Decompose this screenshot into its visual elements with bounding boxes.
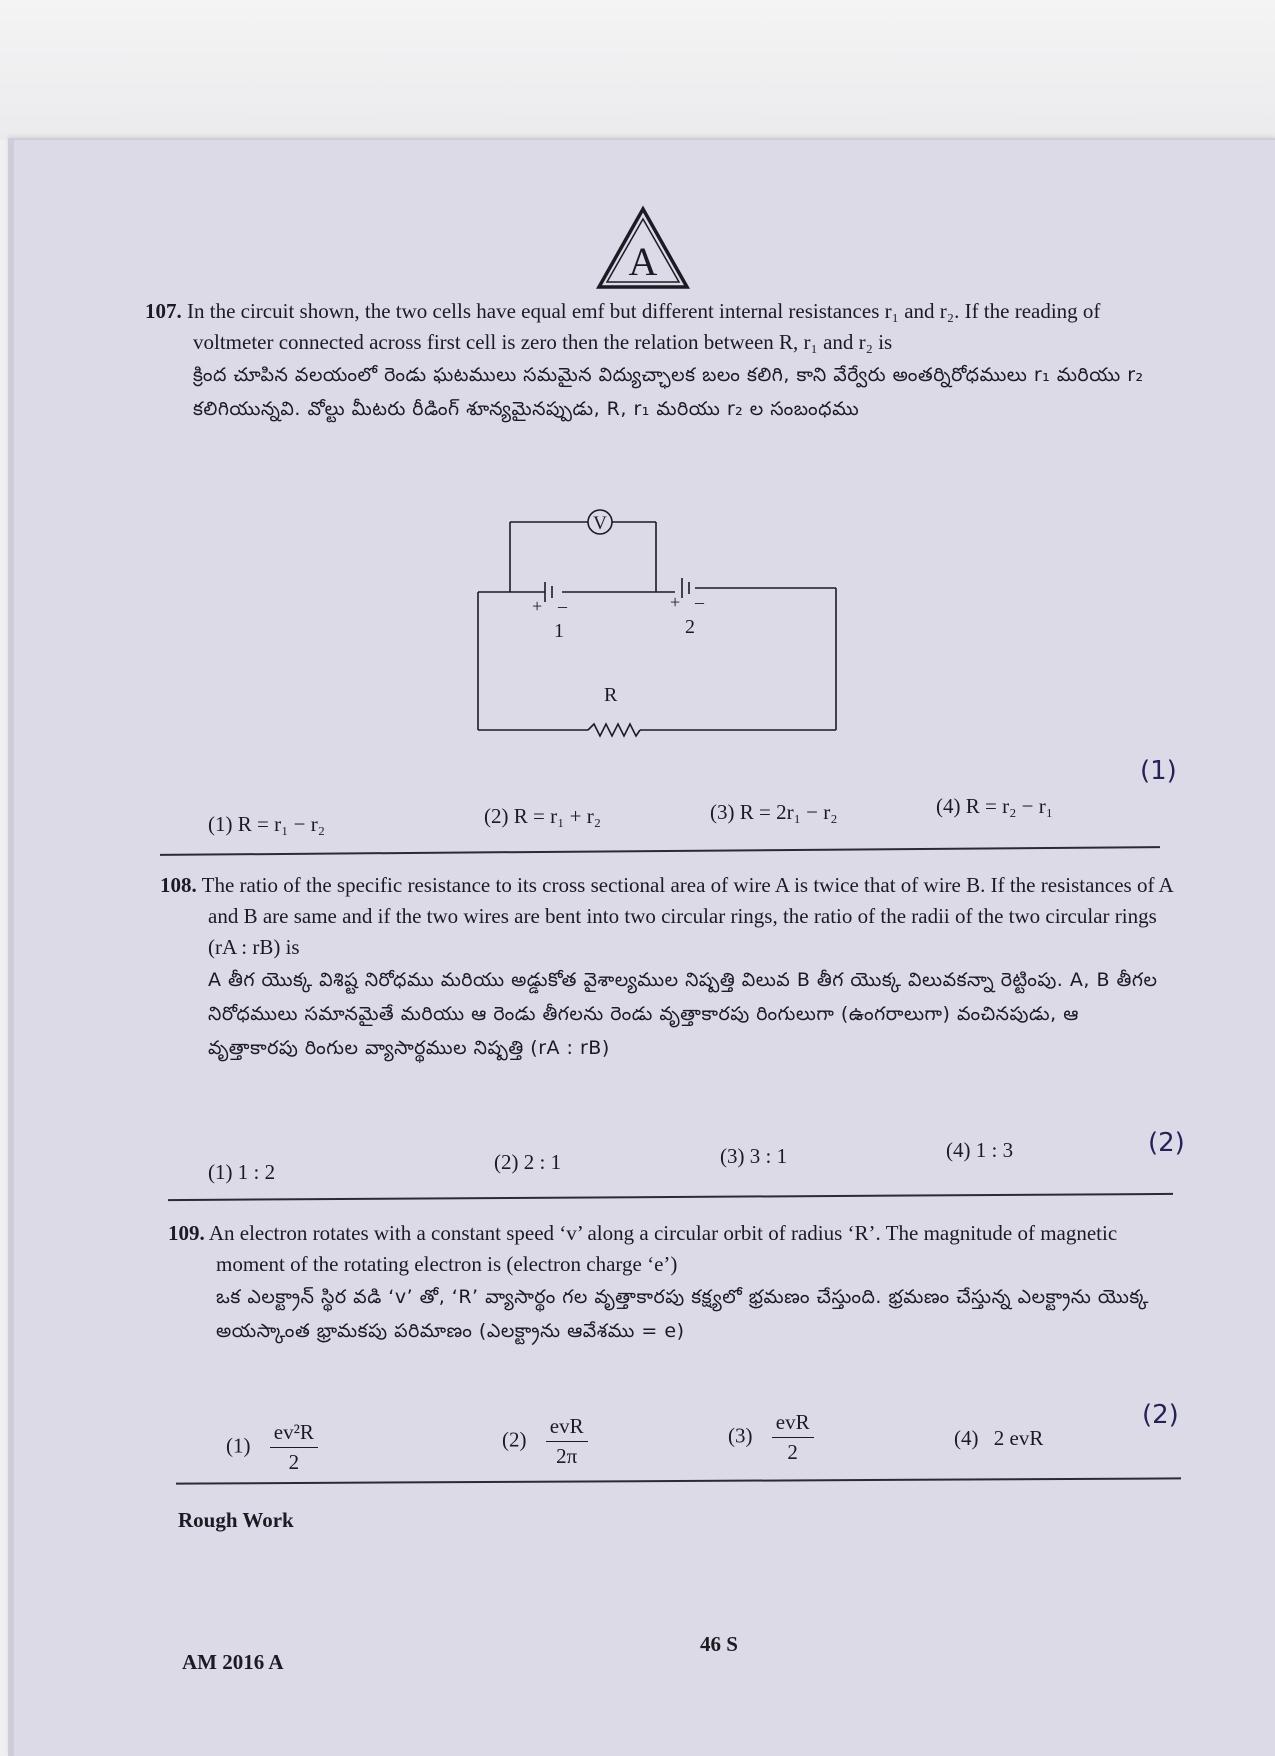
question-109 (168, 1218, 1183, 1348)
cell1-minus: – (558, 596, 567, 616)
question-number: 107. (145, 299, 182, 323)
question-english: An electron rotates with a constant speed ‘v’ along a circular orbit of radius ‘R’. The magnitude of magnetic moment of the rotating electron is (electron charge ‘e’) (208, 1221, 1118, 1276)
background-top-strip (0, 0, 1275, 140)
option-109-3[interactable] (728, 1410, 814, 1465)
option-prefix: (1) (226, 1433, 251, 1458)
fraction (270, 1420, 318, 1475)
option-108-2[interactable]: (2) 2 : 1 (494, 1150, 562, 1174)
question-english: In the circuit shown, the two cells have equal emf but different internal resistances r₁ and r₂. If the reading of voltmeter connected across first cell is zero then the relation between R, r₁ and r₂ is (187, 299, 1101, 354)
question-telugu: క్రింద చూపిన వలయంలో రెండు ఘటములు సమమైన విద్యుచ్ఛాలక బలం కలిగి, కాని వేర్వేరు అంతర్నిరోధములు r₁ మరియు r₂ కలిగియున్నవి. వోల్టు మీటరు రీడింగ్ శూన్యమైనప్పుడు, R, r₁ మరియు r₂ ల సంబంధము (193, 364, 1144, 420)
option-prefix: (4) (954, 1426, 979, 1450)
page-number: 46 S (700, 1632, 738, 1656)
option-109-4[interactable] (954, 1426, 1043, 1451)
option-108-1[interactable]: (1) 1 : 2 (208, 1160, 276, 1184)
question-telugu: A తీగ యొక్క విశిష్ట నిరోధము మరియు అడ్డుకోత వైశాల్యముల నిష్పత్తి విలువ B తీగ యొక్క విలువకన్నా రెట్టింపు. A, B తీగల నిరోధములు సమానమైతే మరియు ఆ రెండు తీగలను రెండు వృత్తాకారపు రింగులుగా (ఉంగరాలుగా) వంచినపుడు, ఆ వృత్తాకారపు రింగుల వ్యాసార్థముల నిష్పత్తి (rA : rB) (208, 969, 1158, 1059)
voltmeter-label: V (593, 513, 607, 534)
rough-work-label: Rough Work (178, 1508, 294, 1532)
option-107-4[interactable]: (4) R = r₂ − r₁ (936, 794, 1054, 818)
question-108 (160, 870, 1175, 1065)
fraction-numerator: ev²R (270, 1420, 318, 1448)
cell2-minus: – (695, 592, 704, 612)
paper-code: AM 2016 A (182, 1650, 284, 1674)
question-telugu: ఒక ఎలక్ట్రాన్ స్థిర వడి ‘v’ తో, ‘R’ వ్యాసార్థం గల వృత్తాకారపు కక్ష్యలో భ్రమణం చేస్తుంది. భ్రమణం చేస్తున్న ఎలక్ట్రాను యొక్క అయస్కాంత భ్రామకపు పరిమాణం (ఎలక్ట్రాను ఆవేశము = e) (216, 1286, 1149, 1342)
option-prefix: (2) (502, 1427, 527, 1452)
option-107-1[interactable]: (1) R = r₁ − r₂ (208, 812, 326, 836)
option-prefix: (3) (728, 1423, 753, 1448)
fraction-numerator: evR (772, 1410, 814, 1438)
cell2-plus: + (670, 592, 681, 612)
set-badge-triangle (595, 205, 691, 291)
fraction-denominator: 2π (556, 1444, 578, 1468)
option-109-2[interactable] (502, 1414, 588, 1469)
fraction (772, 1410, 814, 1465)
question-number: 108. (160, 873, 197, 897)
cell2-label: 2 (685, 616, 695, 638)
question-number: 109. (168, 1221, 205, 1245)
resistor-zigzag (588, 724, 640, 736)
resistor-label: R (604, 684, 618, 706)
option-109-1[interactable] (226, 1420, 318, 1475)
option-107-3[interactable]: (3) R = 2r₁ − r₂ (710, 800, 838, 824)
handwritten-answer-107: (1) (1140, 756, 1177, 786)
handwritten-answer-108: (2) (1148, 1128, 1185, 1158)
option-108-4[interactable]: (4) 1 : 3 (946, 1138, 1014, 1162)
fraction-numerator: evR (546, 1414, 588, 1442)
cell1-label: 1 (554, 620, 564, 642)
option-108-3[interactable]: (3) 3 : 1 (720, 1144, 788, 1168)
fraction-denominator: 2 (787, 1440, 798, 1464)
question-107 (145, 296, 1160, 426)
option-text: 2 evR (993, 1426, 1044, 1450)
question-english: The ratio of the specific resistance to its cross sectional area of wire A is twice that of wire B. If the resistances of A and B are same and if the two wires are bent into two circular rings, the ratio of the radii of the two circular rings (rA : rB) is (201, 873, 1173, 959)
circuit-diagram (470, 500, 850, 745)
set-badge-letter: A (628, 239, 658, 284)
cell1-plus: + (532, 596, 543, 616)
handwritten-answer-109: (2) (1142, 1400, 1179, 1430)
option-107-2[interactable]: (2) R = r₁ + r₂ (484, 804, 602, 828)
fraction-denominator: 2 (288, 1450, 300, 1474)
fraction (546, 1414, 588, 1469)
